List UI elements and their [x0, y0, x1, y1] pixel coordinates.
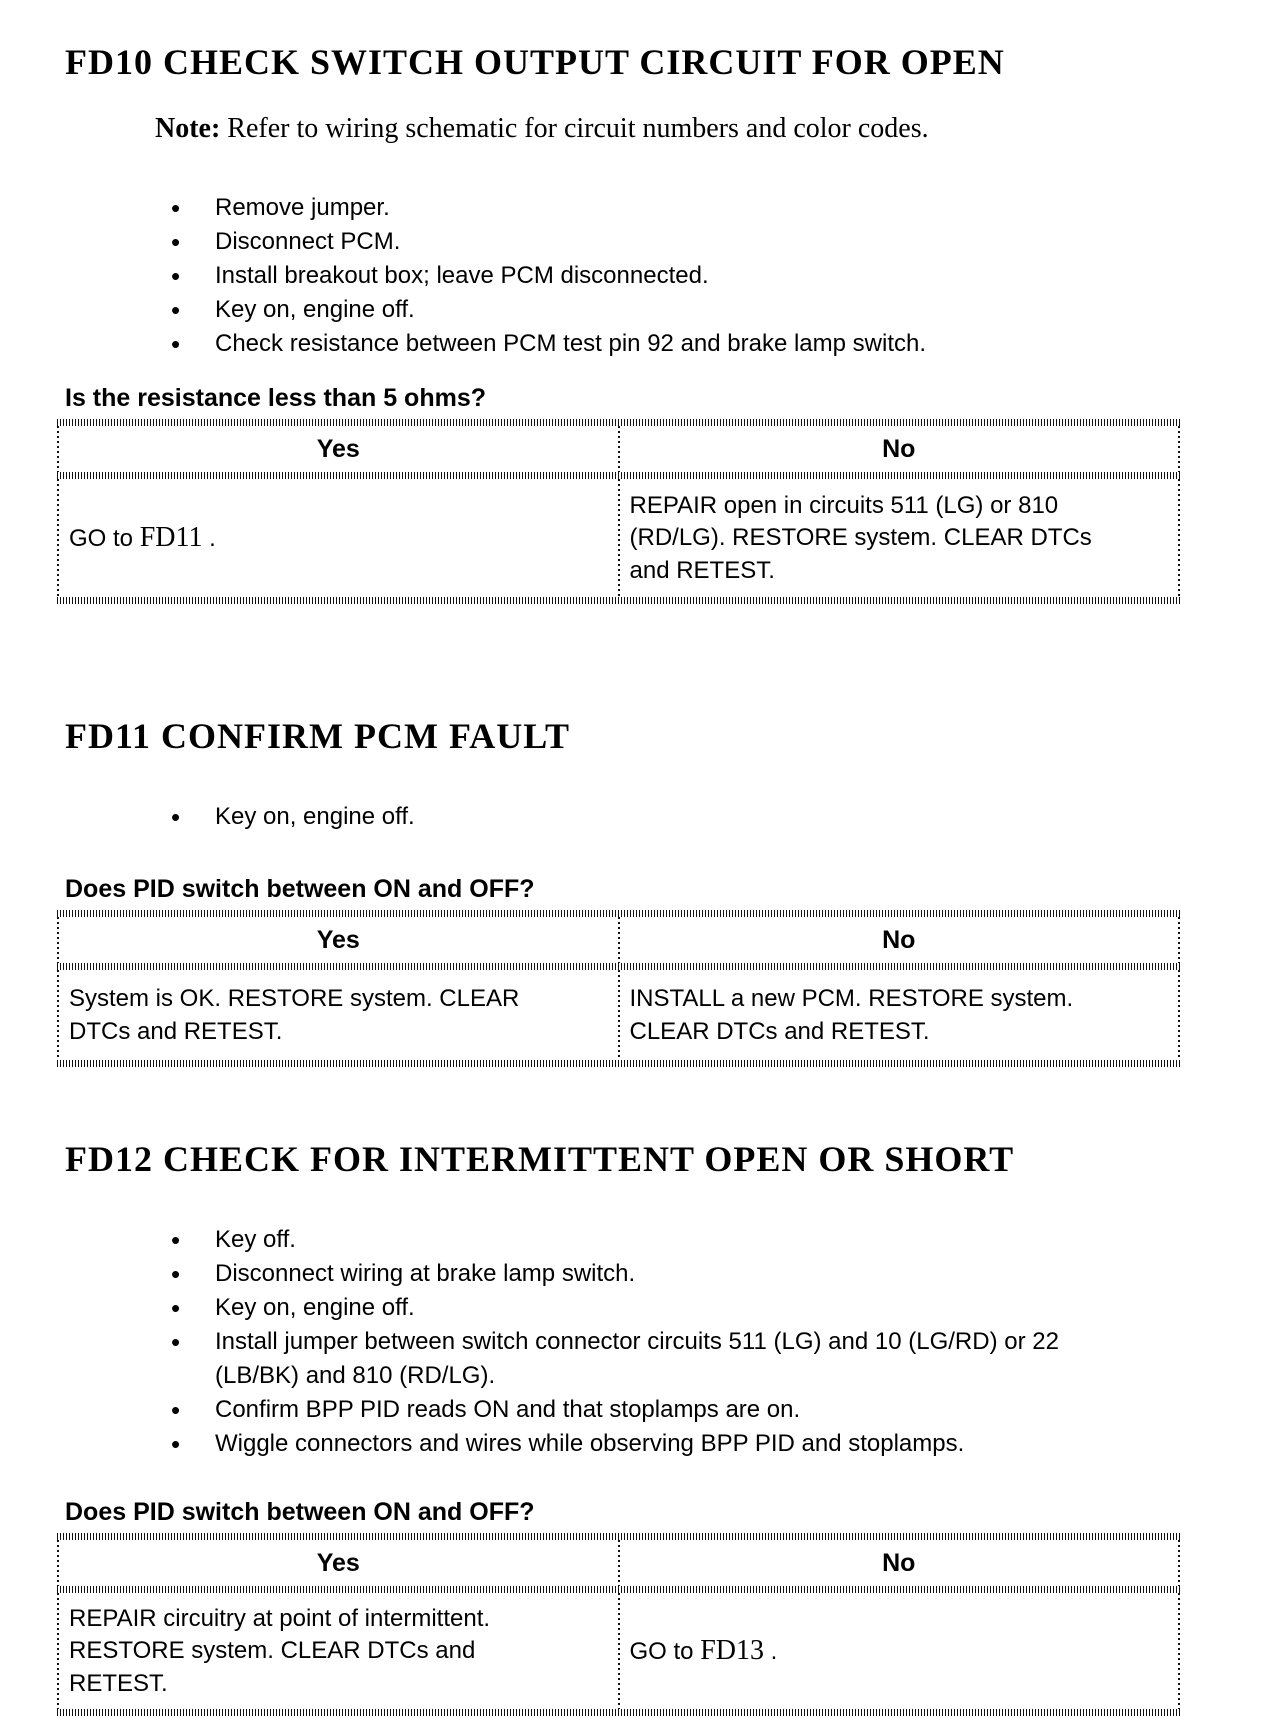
- yes-cell-text: [69, 1603, 573, 1700]
- section-title-fd12: FD12 CHECK FOR INTERMITTENT OPEN OR SHORT: [65, 1139, 1015, 1179]
- table-body-row: [57, 970, 1180, 1060]
- section-title-fd11: FD11 CONFIRM PCM FAULT: [65, 716, 570, 756]
- step-list: [57, 1223, 1180, 1461]
- table-header-row: [57, 917, 1180, 963]
- step-item: • Disconnect PCM.: [215, 225, 1120, 259]
- table-border: [57, 963, 1180, 970]
- step-item: • Remove jumper.: [215, 191, 1120, 225]
- step-list: [57, 800, 1180, 834]
- decision-table: [57, 419, 1180, 604]
- table-header-no: No: [882, 434, 916, 463]
- no-cell-text: [630, 490, 1134, 587]
- step-item: • Install jumper between switch connector circuits 511 (LG) and 10 (LG/RD) or 22 (LB/BK) and 810 (RD/LG).: [215, 1325, 1120, 1393]
- step-item: • Check resistance between PCM test pin 92 and brake lamp switch.: [215, 327, 1120, 361]
- no-cell-text: [630, 1635, 778, 1668]
- table-border: [57, 1586, 1180, 1593]
- step-item: • Confirm BPP PID reads ON and that stoplamps are on.: [215, 1393, 1120, 1427]
- table-border: [57, 472, 1180, 479]
- yes-cell-text: [69, 522, 216, 555]
- page: [0, 42, 1280, 1728]
- table-border: [1178, 1540, 1180, 1586]
- no-cell: [620, 1593, 1179, 1709]
- decision-table: [57, 1533, 1180, 1716]
- table-border: [1178, 426, 1180, 472]
- yes-cell: [59, 479, 618, 597]
- table-border: [57, 597, 1180, 604]
- table-border: [1178, 970, 1180, 1060]
- cell-text: INSTALL a new PCM. RESTORE system. CLEAR DTCs and RETEST.: [629, 984, 1080, 1045]
- cell-text: .: [202, 524, 216, 552]
- cell-text: REPAIR open in circuits 511 (LG) or 810 (RD/LG). RESTORE system. CLEAR DTCs and RETEST.: [629, 491, 1099, 584]
- table-body-row: [57, 479, 1180, 597]
- doc-link-fd13[interactable]: FD13: [700, 1634, 764, 1666]
- note-label: Note:: [155, 113, 221, 144]
- table-header-no: No: [882, 1548, 916, 1577]
- yes-cell-text: [69, 983, 573, 1048]
- step-item: • Key on, engine off.: [215, 1291, 1120, 1325]
- doc-link-fd11[interactable]: FD11: [139, 521, 203, 553]
- yes-cell: [59, 1593, 618, 1709]
- table-border: [1178, 917, 1180, 963]
- cell-text: REPAIR circuitry at point of intermittent. RESTORE system. CLEAR DTCs and RETEST.: [69, 1604, 497, 1697]
- table-header-yes: Yes: [316, 434, 360, 463]
- table-header-row: [57, 426, 1180, 472]
- table-border: [57, 1709, 1180, 1716]
- cell-text: System is OK. RESTORE system. CLEAR DTCs and RETEST.: [69, 984, 526, 1045]
- step-list: [57, 191, 1180, 361]
- no-cell-text: [630, 983, 1134, 1048]
- question-heading: Does PID switch between ON and OFF?: [65, 875, 535, 903]
- table-border: [1178, 479, 1180, 597]
- step-item: • Disconnect wiring at brake lamp switch.: [215, 1257, 1120, 1291]
- table-border: [57, 910, 1180, 917]
- table-header-no: No: [882, 925, 916, 954]
- decision-table: [57, 910, 1180, 1067]
- table-border: [57, 419, 1180, 426]
- section-fd12: [57, 1139, 1180, 1716]
- step-item: • Wiggle connectors and wires while observing BPP PID and stoplamps.: [215, 1427, 1120, 1461]
- section-title-fd10: FD10 CHECK SWITCH OUTPUT CIRCUIT FOR OPEN: [65, 42, 1005, 82]
- table-border: [57, 1533, 1180, 1540]
- cell-text: GO to: [69, 524, 140, 552]
- question-heading: Does PID switch between ON and OFF?: [65, 1498, 535, 1526]
- table-header-yes: Yes: [316, 1548, 360, 1577]
- cell-text: .: [763, 1637, 778, 1665]
- note: [155, 112, 1180, 145]
- step-item: • Key on, engine off.: [215, 293, 1120, 327]
- question-heading: Is the resistance less than 5 ohms?: [65, 384, 486, 412]
- table-header-yes: Yes: [316, 925, 360, 954]
- no-cell: [620, 970, 1179, 1060]
- section-fd10: [57, 42, 1180, 604]
- cell-text: GO to: [629, 1637, 701, 1665]
- no-cell: [620, 479, 1179, 597]
- yes-cell: [59, 970, 618, 1060]
- step-item: • Key on, engine off.: [215, 800, 1120, 834]
- note-text: Refer to wiring schematic for circuit numbers and color codes.: [220, 113, 929, 144]
- table-body-row: [57, 1593, 1180, 1709]
- section-fd11: [57, 716, 1180, 1067]
- table-border: [1178, 1593, 1180, 1709]
- table-header-row: [57, 1540, 1180, 1586]
- step-item: • Key off.: [215, 1223, 1120, 1257]
- step-item: • Install breakout box; leave PCM disconnected.: [215, 259, 1120, 293]
- table-border: [57, 1060, 1180, 1067]
